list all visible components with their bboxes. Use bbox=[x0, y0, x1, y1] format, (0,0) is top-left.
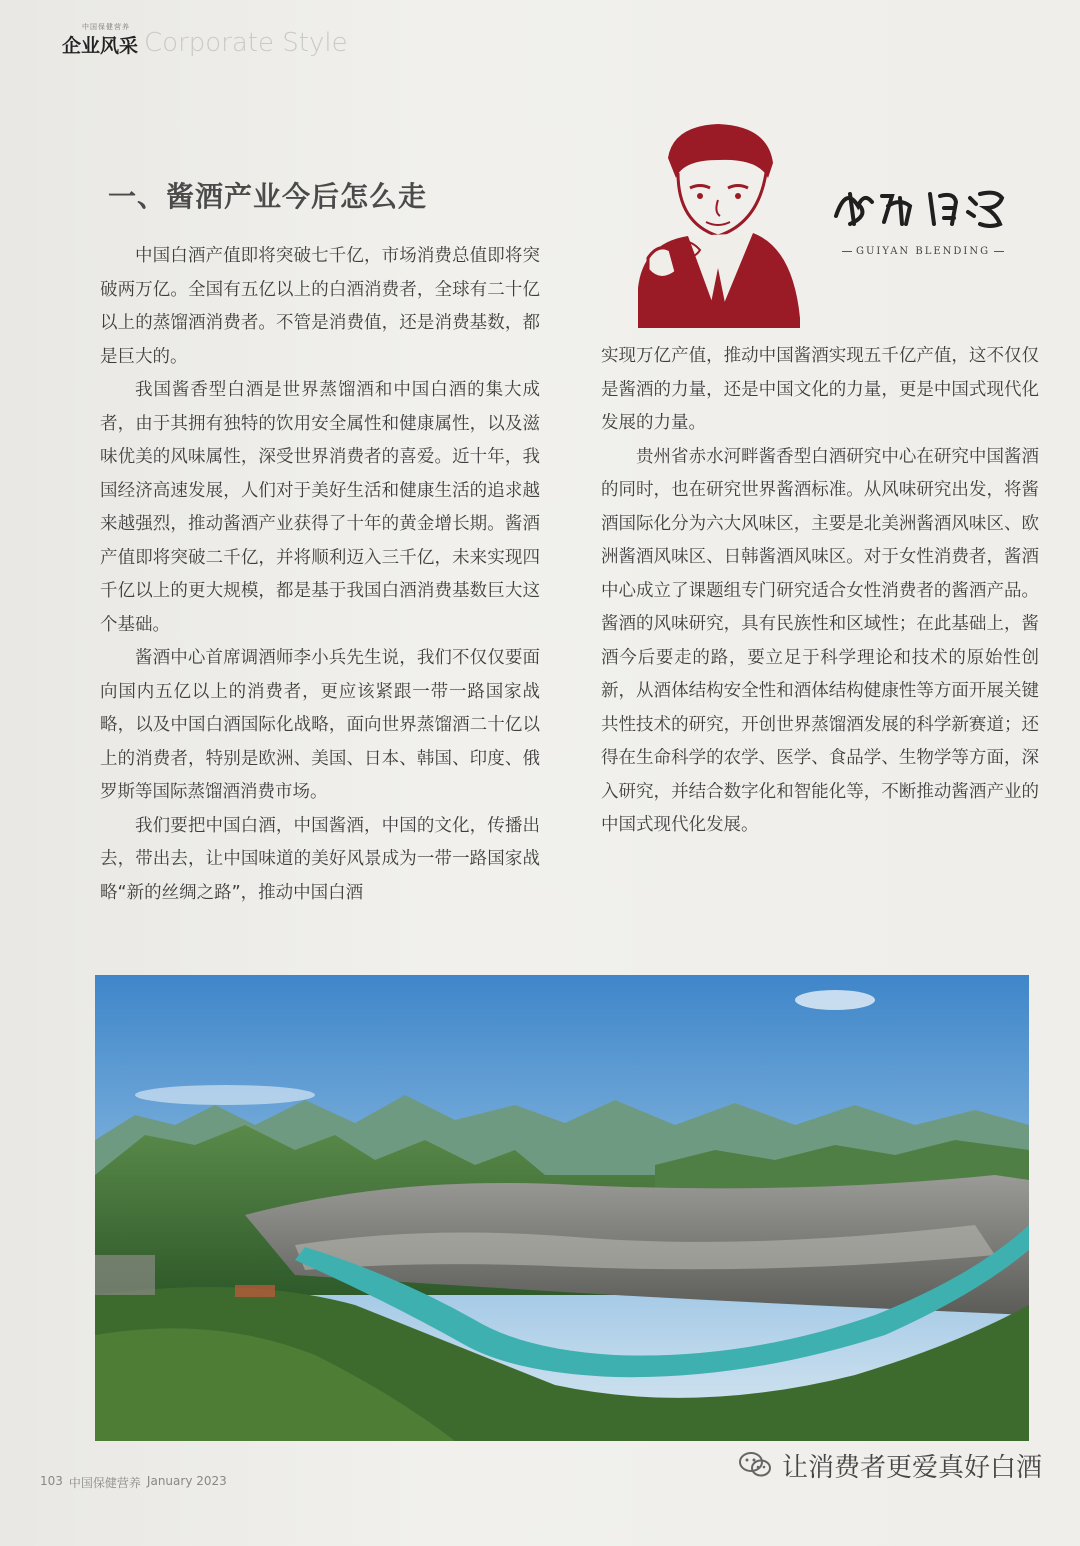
paragraph: 中国白酒产值即将突破七千亿，市场消费总值即将突破两万亿。全国有五亿以上的白酒消费者，全球有二十亿以上的蒸馏酒消费者。不管是消费值，还是消费基数，都是巨大的。 bbox=[100, 246, 540, 367]
paragraph: 酱酒中心首席调酒师李小兵先生说，我们不仅仅要面向国内五亿以上的消费者，更应该紧跟一带一路国家战略，以及中国白酒国际化战略，面向世界蒸馏酒二十亿以上的消费者，特别是欧洲、美国、日本、韩国、印度、俄罗斯等国际蒸馏酒消费市场。 bbox=[100, 648, 540, 802]
landscape-photo bbox=[95, 975, 1029, 1441]
paragraph: 贵州省赤水河畔酱香型白酒研究中心在研究中国酱酒的同时，也在研究世界酱酒标准。从风味研究出发，将酱酒国际化分为六大风味区，主要是北美洲酱酒风味区、欧洲酱酒风味区、日韩酱酒风味区。对于女性消费者，酱酒中心成立了课题组专门研究适合女性消费者的酱酒产品。酱酒的风味研究，具有民族性和区域性；在此基础上，酱酒今后要走的路，要立足于科学理论和技术的原始性创新，从酒体结构安全性和酒体结构健康性等方面开展关键共性技术的研究，开创世界蒸馏酒发展的科学新赛道；还得在生命科学的农学、医学、食品学、生物学等方面，深入研究，并结合数字化和智能化等，不断推动酱酒产业的中国式现代化发展。 bbox=[601, 446, 1039, 835]
wechat-watermark bbox=[738, 1450, 1043, 1483]
issue-date: January 2023 bbox=[146, 1474, 227, 1488]
section-title: 一、酱酒产业今后怎么走 bbox=[108, 180, 428, 213]
watermark-text: 让消费者更爱真好白酒 bbox=[782, 1452, 1043, 1483]
section-name-en: Corporate Style bbox=[144, 28, 348, 58]
paragraph-continuation: 实现万亿产值，推动中国酱酒实现五千亿产值，这不仅仅是酱酒的力量，还是中国文化的力量，更是中国式现代化发展的力量。 bbox=[601, 346, 1039, 433]
magazine-name: 中国保健营养 bbox=[68, 1476, 141, 1490]
section-name-cn: 企业风采 bbox=[62, 35, 139, 57]
wechat-icon bbox=[738, 1451, 772, 1479]
page-footer bbox=[40, 1474, 227, 1491]
paragraph: 我们要把中国白酒，中国酱酒，中国的文化，传播出去，带出去，让中国味道的美好风景成为一带一路国家战略“新的丝绸之路”，推动中国白酒 bbox=[100, 815, 540, 903]
page-header bbox=[62, 24, 348, 58]
right-column bbox=[601, 340, 1039, 843]
header-small-text: 中国保健营养 bbox=[82, 23, 130, 31]
page-number: 103 bbox=[40, 1474, 63, 1488]
signature-subtitle: GUIYAN BLENDING bbox=[838, 246, 1008, 257]
signature-logo bbox=[830, 176, 1020, 236]
portrait-illustration bbox=[628, 118, 803, 328]
paragraph: 我国酱香型白酒是世界蒸馏酒和中国白酒的集大成者，由于其拥有独特的饮用安全属性和健康属性，以及滋味优美的风味属性，深受世界消费者的喜爱。近十年，我国经济高速发展，人们对于美好生活和健康生活的追求越来越强烈，推动酱酒产业获得了十年的黄金增长期。酱酒产值即将突破二千亿，并将顺利迈入三千亿，未来实现四千亿以上的更大规模，都是基于我国白酒消费基数巨大这个基础。 bbox=[100, 380, 540, 635]
left-column bbox=[100, 240, 540, 910]
